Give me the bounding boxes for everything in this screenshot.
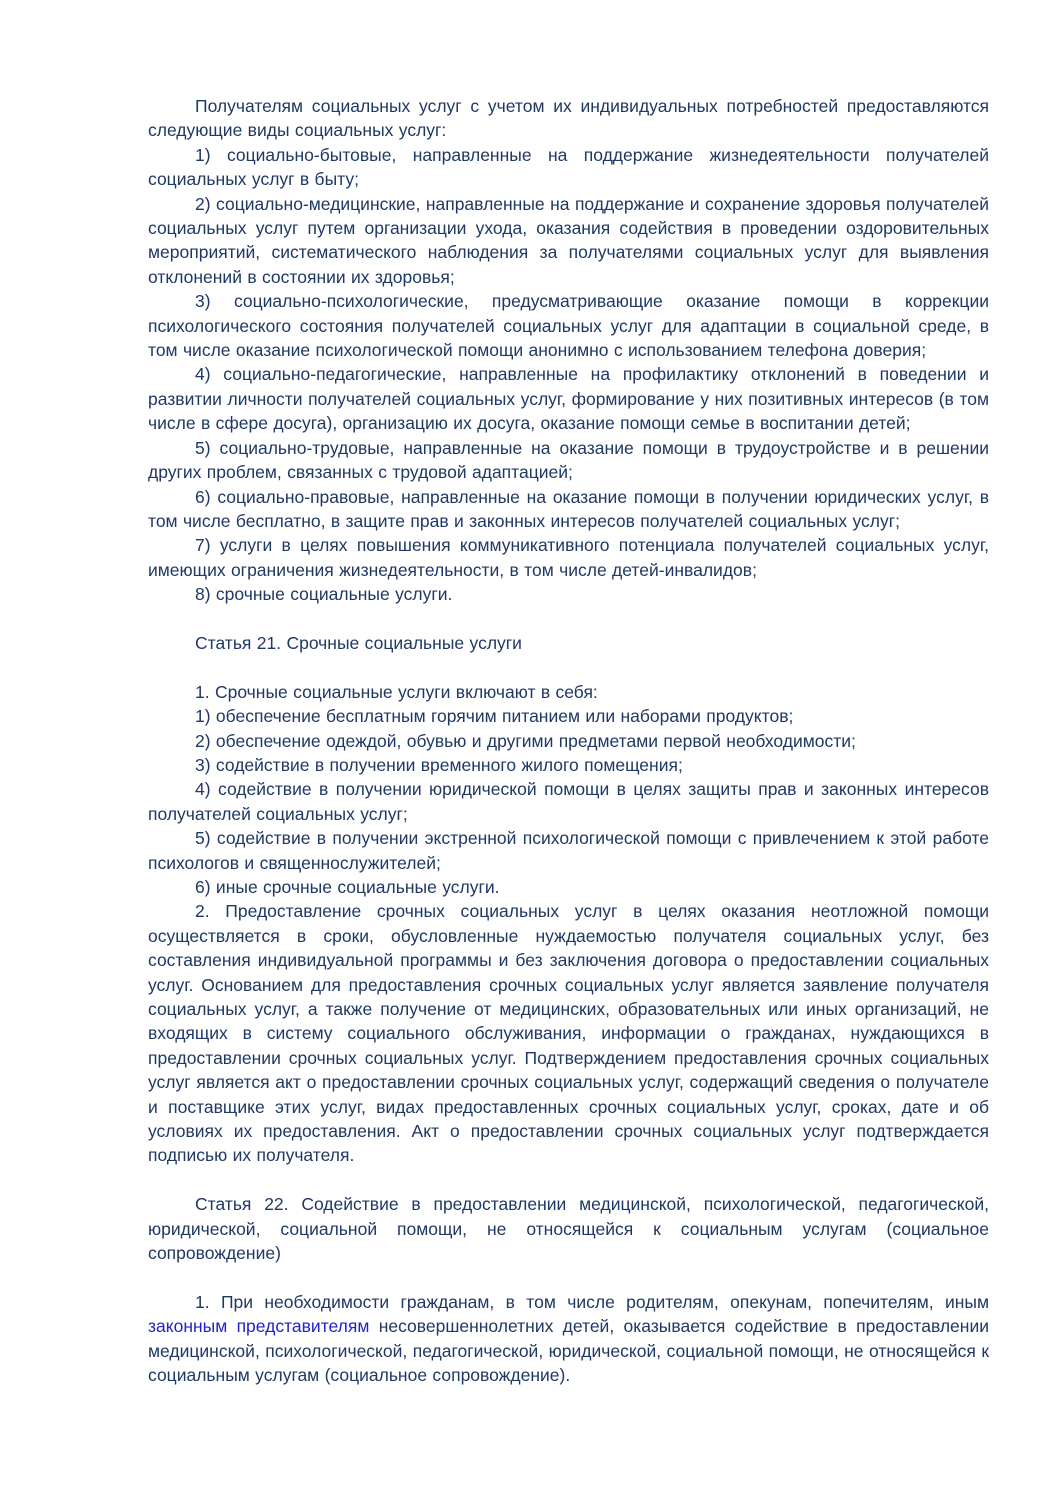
- text-run: несовершеннолетних детей, оказывается содействие в предоставлении медицинской, психологической, педагогической, юридической, социальной помощи, не относящейся к социальным услугам (социальное сопровождение).: [148, 1316, 989, 1386]
- paragraph: 1) обеспечение бесплатным горячим питанием или наборами продуктов;: [195, 706, 794, 727]
- article-heading: Статья 22. Содействие в предоставлении медицинской, психологической, педагогической, юридической, социальной помощи, не относящейся к социальным услугам (социальное сопровождение): [148, 1194, 989, 1264]
- paragraph: 2) обеспечение одеждой, обувью и другими предметами первой необходимости;: [195, 730, 856, 751]
- paragraph: [148, 1290, 989, 1388]
- paragraph: 6) социально-правовые, направленные на оказание помощи в получении юридических услуг, в том числе бесплатно, в защите прав и законных интересов получателей социальных услуг;: [148, 486, 989, 531]
- paragraph: 6) иные срочные социальные услуги.: [195, 876, 500, 897]
- blank-line: [148, 1265, 989, 1289]
- paragraph: 4) содействие в получении юридической помощи в целях защиты прав и законных интересов получателей социальных услуг;: [148, 779, 989, 824]
- text-run: 1. При необходимости гражданам, в том числе родителям, опекунам, попечителям, иным: [195, 1291, 989, 1312]
- paragraph: 4) социально-педагогические, направленные на профилактику отклонений в поведении и развитии личности получателей социальных услуг, формирование у них позитивных интересов (в том числе в сфере досуга), организацию их досуга, оказание помощи семье в воспитании детей;: [148, 364, 989, 434]
- paragraph: 1) социально-бытовые, направленные на поддержание жизнедеятельности получателей социальных услуг в быту;: [148, 144, 989, 190]
- paragraph: 7) услуги в целях повышения коммуникативного потенциала получателей социальных услуг, имеющих ограничения жизнедеятельности, в том числе детей-инвалидов;: [148, 535, 989, 580]
- paragraph: 2. Предоставление срочных социальных услуг в целях оказания неотложной помощи осуществляется в сроки, обусловленные нуждаемостью получателя социальных услуг, без составления индивидуальной программы и без заключения договора о предоставлении социальных услуг. Основанием для предоставления срочных социальных услуг является заявление получателя социальных услуг, а также получение от медицинских, образовательных или иных организаций, не входящих в систему социального обслуживания, информации о гражданах, нуждающихся в предоставлении срочных социальных услуг. Подтверждением предоставления срочных социальных услуг является акт о предоставлении срочных социальных услуг, содержащий сведения о получателе и поставщике этих услуг, видах предоставленных срочных социальных услуг, сроках, дате и об условиях их предоставления. Акт о предоставлении срочных социальных услуг подтверждается подписью их получателя.: [148, 901, 989, 1166]
- paragraph: Получателям социальных услуг с учетом их индивидуальных потребностей предоставляются следующие виды социальных услуг:: [148, 96, 989, 141]
- paragraph: 3) содействие в получении временного жилого помещения;: [195, 754, 683, 775]
- paragraph: 5) содействие в получении экстренной психологической помощи с привлечением к этой работе психологов и священнослужителей;: [148, 828, 989, 873]
- paragraph: 2) социально-медицинские, направленные на поддержание и сохранение здоровья получателей социальных услуг путем организации ухода, оказания содействия в проведении оздоровительных мероприятий, систематического наблюдения за получателями социальных услуг для выявления отклонений в состоянии их здоровья;: [148, 193, 989, 287]
- paragraph: 5) социально-трудовые, направленные на оказание помощи в трудоустройстве и в решении других проблем, связанных с трудовой адаптацией;: [148, 437, 989, 483]
- legal-representatives-link[interactable]: законным представителям: [148, 1316, 370, 1337]
- blank-line: [148, 1168, 989, 1192]
- paragraph: 1. Срочные социальные услуги включают в себя:: [195, 681, 598, 702]
- blank-line: [148, 655, 989, 679]
- paragraph: 8) срочные социальные услуги.: [195, 584, 453, 605]
- paragraph: 3) социально-психологические, предусматривающие оказание помощи в коррекции психологического состояния получателей социальных услуг для адаптации в социальной среде, в том числе оказание психологической помощи анонимно с использованием телефона доверия;: [148, 291, 989, 361]
- blank-line: [148, 607, 989, 631]
- document-body: [148, 94, 989, 1387]
- article-heading: Статья 21. Срочные социальные услуги: [195, 632, 522, 653]
